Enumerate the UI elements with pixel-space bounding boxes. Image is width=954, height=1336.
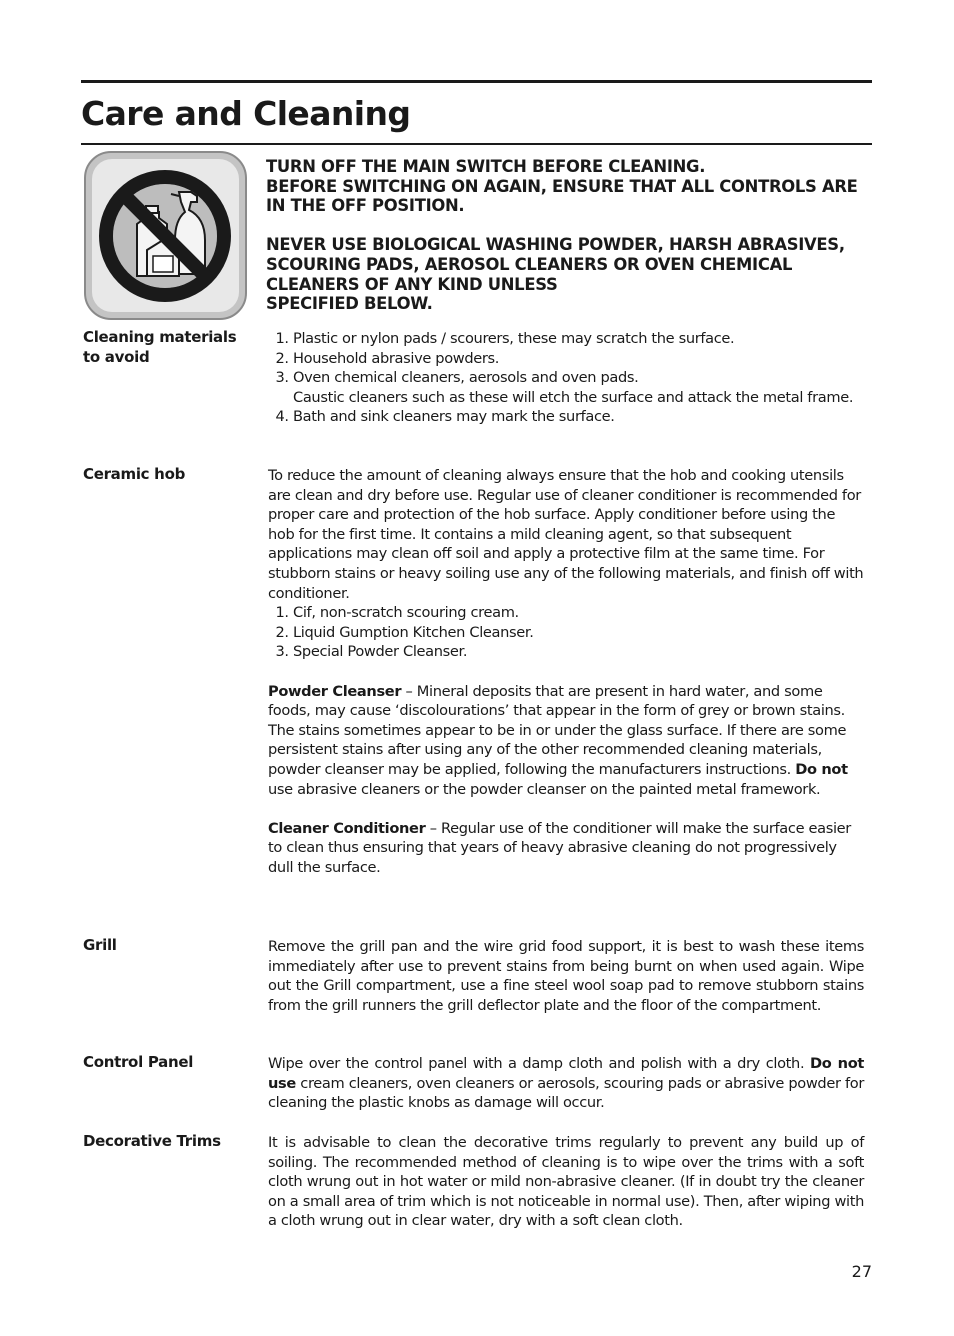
warning-line-1: TURN OFF THE MAIN SWITCH BEFORE CLEANING. [266,157,706,176]
section-label-control: Control Panel [83,1053,194,1071]
section-grill [268,937,864,1015]
title-rule [81,143,872,145]
warning-line-2: BEFORE SWITCHING ON AGAIN, ENSURE THAT ALL CONTROLS ARE IN THE OFF POSITION. [266,176,858,216]
conditioner-term: Cleaner Conditioner [268,819,426,837]
no-cleaners-icon [83,150,248,321]
ceramic-list [268,603,864,662]
section-label-avoid: Cleaning materials to avoid [83,328,237,366]
section-label-ceramic: Ceramic hob [83,465,186,483]
list-item: 1. Cif, non-scratch scouring cream. [293,603,864,623]
grill-text: Remove the grill pan and the wire grid food support, it is best to wash these items immediately after use to prevent stains from being burnt on when used again. Wipe out the Grill compartment, use a fine steel wool soap pad to remove stubborn stains from the grill runners the grill deflector plate and the floor of the compartment. [268,938,864,1014]
avoid-list [268,329,864,427]
control-text-2: cream cleaners, oven cleaners or aerosols, scouring pads or abrasive powder for cleaning the plastic knobs as damage will occur. [268,1074,864,1112]
section-control [268,1054,864,1113]
list-item: 1. Plastic or nylon pads / scourers, these may scratch the surface. [293,329,864,349]
warning-line-3: NEVER USE BIOLOGICAL WASHING POWDER, HARSH ABRASIVES, SCOURING PADS, AEROSOL CLEANERS OR OVEN CHEMICAL CLEANERS OF ANY KIND UNLESS [266,235,845,294]
section-ceramic [268,466,864,877]
page-number: 27 [851,1262,872,1281]
list-item: 2. Household abrasive powders. [293,349,864,369]
section-trims [268,1133,864,1231]
control-do-not: Do not use [268,1055,865,1092]
trims-text: It is advisable to clean the decorative trims regularly to prevent any build up of soiling. The recommended method of cleaning is to wipe over the trims with a soft cloth wrung out in hot water or mild non-abrasive cleaner. (If in doubt try the cleaner on a small area of trim which is not noticeable in normal use). Then, after wiping with a cloth wrung out in clear water, dry with a soft clean cloth. [268,1134,864,1230]
conditioner-text: – Regular use of the conditioner will make the surface easier to clean thus ensuring that years of heavy abrasive cleaning do not progressively dull the surface. [268,819,851,876]
page-title: Care and Cleaning [81,94,411,133]
powder-cleanser-paragraph [268,682,864,800]
list-item-note: Caustic cleaners such as these will etch the surface and attack the metal frame. [293,388,854,406]
list-item [293,368,864,407]
ceramic-intro: To reduce the amount of cleaning always ensure that the hob and cooking utensils are clean and dry before use. Regular use of cleaner conditioner is recommended for proper care and protection of the hob surface. Apply conditioner before using the hob for the first time. It contains a mild cleaning agent, so that subsequent applications may clean off soil and apply a protective film at the same time. For stubborn stains or heavy soiling use any of the following materials, and finish off with conditioner. [268,467,864,602]
control-text: Wipe over the control panel with a damp cloth and polish with a dry cloth. [268,1055,811,1072]
warning-line-4: SPECIFIED BELOW. [266,294,433,314]
safety-warning [266,157,866,314]
powder-do-not: Do not [795,760,848,778]
section-avoid [268,329,864,427]
powder-cleanser-text: – Mineral deposits that are present in hard water, and some foods, may cause ‘discolourations’ that appear in the form of grey or brown stains. The stains sometimes appear to be in or under the glass surface. If there are some persistent stains after using any of the other recommended cleaning materials, powder cleanser may be applied, following the manufacturers instructions. [268,682,847,778]
list-item-text: Oven chemical cleaners, aerosols and oven pads. [293,369,639,387]
list-item: 4. Bath and sink cleaners may mark the surface. [293,407,864,427]
section-label-trims: Decorative Trims [83,1132,221,1150]
powder-cleanser-term: Powder Cleanser [268,682,402,700]
top-rule [81,80,872,83]
powder-cleanser-text-2: use abrasive cleaners or the powder cleanser on the painted metal framework. [268,780,821,798]
conditioner-paragraph [268,819,864,878]
list-item: 2. Liquid Gumption Kitchen Cleanser. [293,623,864,643]
list-item: 3. Special Powder Cleanser. [293,642,864,662]
section-label-grill: Grill [83,936,117,954]
control-paragraph [268,1054,864,1113]
